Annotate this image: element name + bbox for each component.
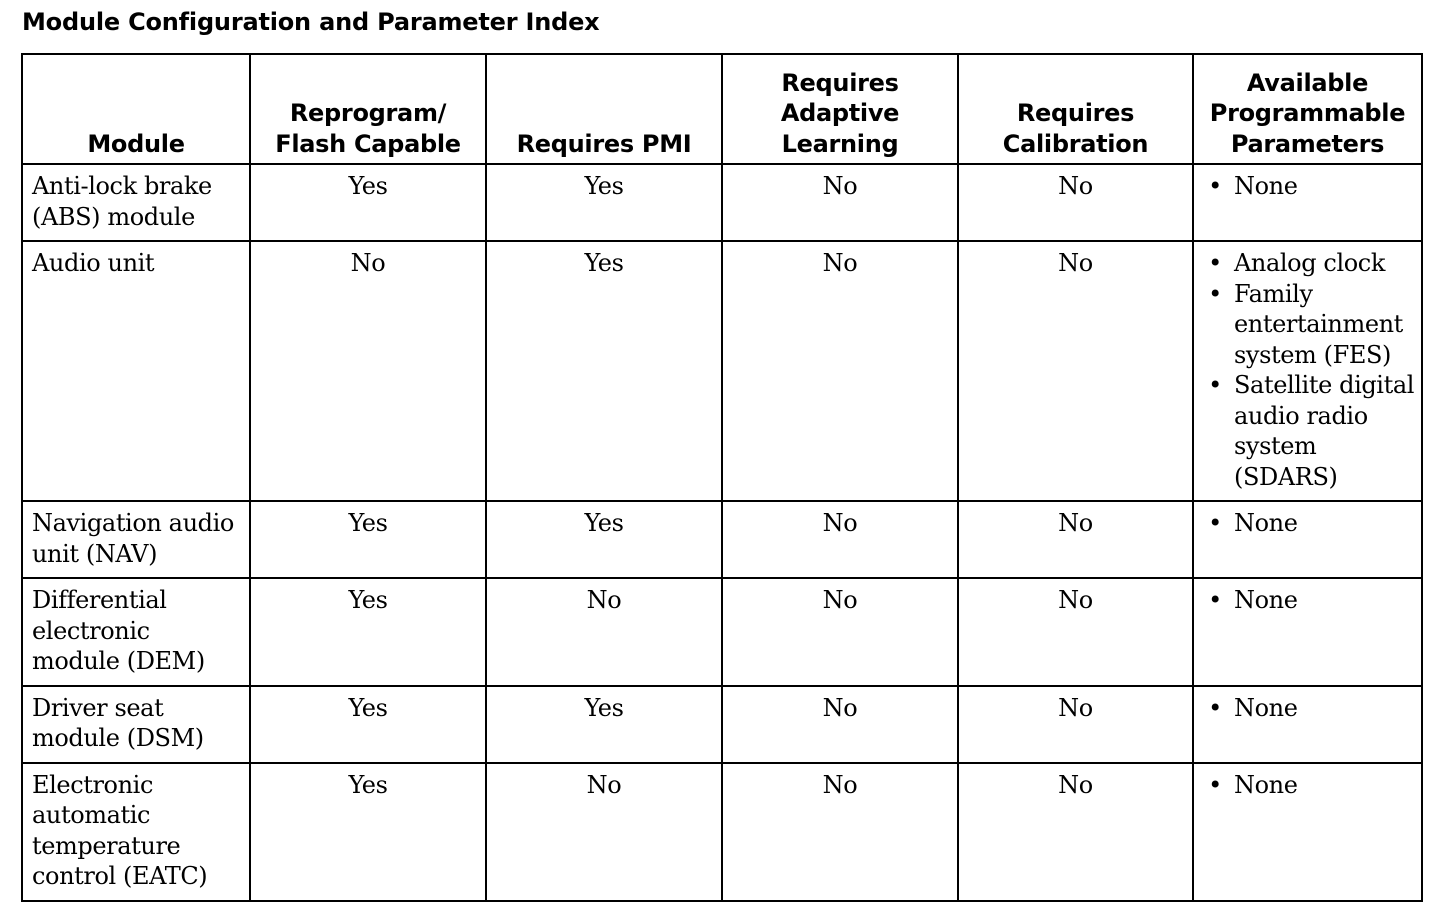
- parameters-cell: [1193, 164, 1422, 241]
- parameter-list: [1208, 693, 1417, 724]
- page-title: Module Configuration and Parameter Index: [22, 8, 600, 36]
- cell-adaptive: No: [722, 501, 958, 578]
- table-row: [22, 763, 1422, 901]
- bullet-icon: •: [1208, 249, 1222, 277]
- cell-pmi: Yes: [486, 164, 722, 241]
- cell-calibration: No: [958, 763, 1193, 901]
- module-parameter-table: [21, 53, 1423, 902]
- parameter-item: [1208, 770, 1417, 801]
- column-header-label: Reprogram/ Flash Capable: [275, 99, 461, 158]
- module-name-cell: Driver seat module (DSM): [22, 686, 250, 763]
- column-header-label: Module: [87, 129, 185, 158]
- cell-pmi: No: [486, 763, 722, 901]
- bullet-icon: •: [1208, 509, 1222, 537]
- header-row: [22, 54, 1422, 164]
- bullet-icon: •: [1208, 586, 1222, 614]
- parameter-item: [1208, 171, 1417, 202]
- cell-calibration: No: [958, 578, 1193, 686]
- column-header-flash-capable: [250, 54, 486, 164]
- module-name-cell: Electronic automatic temperature control (EATC): [22, 763, 250, 901]
- module-name-cell: Audio unit: [22, 241, 250, 501]
- bullet-icon: •: [1208, 693, 1222, 722]
- column-header-parameters: [1193, 54, 1422, 164]
- parameters-cell: [1193, 763, 1422, 901]
- parameter-text: None: [1234, 509, 1298, 537]
- column-header-label: Requires PMI: [516, 129, 692, 158]
- parameter-text: None: [1234, 586, 1298, 614]
- column-header-label: Available Programmable Parameters: [1209, 68, 1406, 158]
- bullet-icon: •: [1208, 279, 1222, 308]
- parameter-text: None: [1234, 172, 1298, 200]
- module-name-cell: Navigation audio unit (NAV): [22, 501, 250, 578]
- bullet-icon: •: [1208, 172, 1222, 200]
- table-row: [22, 686, 1422, 763]
- parameter-list: [1208, 248, 1417, 492]
- cell-calibration: No: [958, 241, 1193, 501]
- parameters-cell: [1193, 578, 1422, 686]
- parameter-item: [1208, 279, 1417, 371]
- parameter-list: [1208, 508, 1417, 539]
- cell-flash: Yes: [250, 578, 486, 686]
- parameter-list: [1208, 585, 1417, 616]
- cell-calibration: No: [958, 164, 1193, 241]
- module-name-cell: Anti-lock brake (ABS) module: [22, 164, 250, 241]
- parameter-item: [1208, 508, 1417, 539]
- column-header-label: Requires Calibration: [1002, 99, 1149, 158]
- cell-calibration: No: [958, 686, 1193, 763]
- cell-adaptive: No: [722, 578, 958, 686]
- parameters-cell: [1193, 241, 1422, 501]
- cell-flash: Yes: [250, 763, 486, 901]
- cell-pmi: Yes: [486, 241, 722, 501]
- module-name-cell: Differential electronic module (DEM): [22, 578, 250, 686]
- cell-calibration: No: [958, 501, 1193, 578]
- cell-adaptive: No: [722, 686, 958, 763]
- cell-pmi: No: [486, 578, 722, 686]
- column-header-adaptive-learning: [722, 54, 958, 164]
- parameters-cell: [1193, 501, 1422, 578]
- cell-pmi: Yes: [486, 686, 722, 763]
- parameter-text: Analog clock: [1234, 249, 1385, 277]
- column-header-label: Requires Adaptive Learning: [780, 68, 900, 158]
- parameter-item: [1208, 693, 1417, 724]
- table-row: [22, 578, 1422, 686]
- parameter-text: Satellite digital audio radio system (SDARS): [1234, 371, 1415, 491]
- bullet-icon: •: [1208, 770, 1222, 799]
- cell-adaptive: No: [722, 763, 958, 901]
- cell-flash: Yes: [250, 686, 486, 763]
- parameter-item: [1208, 585, 1417, 616]
- parameter-item: [1208, 248, 1417, 279]
- parameter-list: [1208, 770, 1417, 801]
- column-header-calibration: [958, 54, 1193, 164]
- parameter-item: [1208, 370, 1417, 492]
- bullet-icon: •: [1208, 371, 1222, 399]
- parameter-text: None: [1234, 693, 1298, 722]
- parameter-list: [1208, 171, 1417, 202]
- cell-flash: Yes: [250, 501, 486, 578]
- parameter-text: Family entertainment system (FES): [1234, 279, 1403, 369]
- parameters-cell: [1193, 686, 1422, 763]
- parameter-text: None: [1234, 770, 1298, 799]
- table-row: [22, 241, 1422, 501]
- cell-adaptive: No: [722, 164, 958, 241]
- table-row: [22, 164, 1422, 241]
- column-header-requires-pmi: [486, 54, 722, 164]
- cell-adaptive: No: [722, 241, 958, 501]
- table-body: [22, 164, 1422, 901]
- cell-flash: No: [250, 241, 486, 501]
- cell-pmi: Yes: [486, 501, 722, 578]
- cell-flash: Yes: [250, 164, 486, 241]
- table-row: [22, 501, 1422, 578]
- column-header-module: [22, 54, 250, 164]
